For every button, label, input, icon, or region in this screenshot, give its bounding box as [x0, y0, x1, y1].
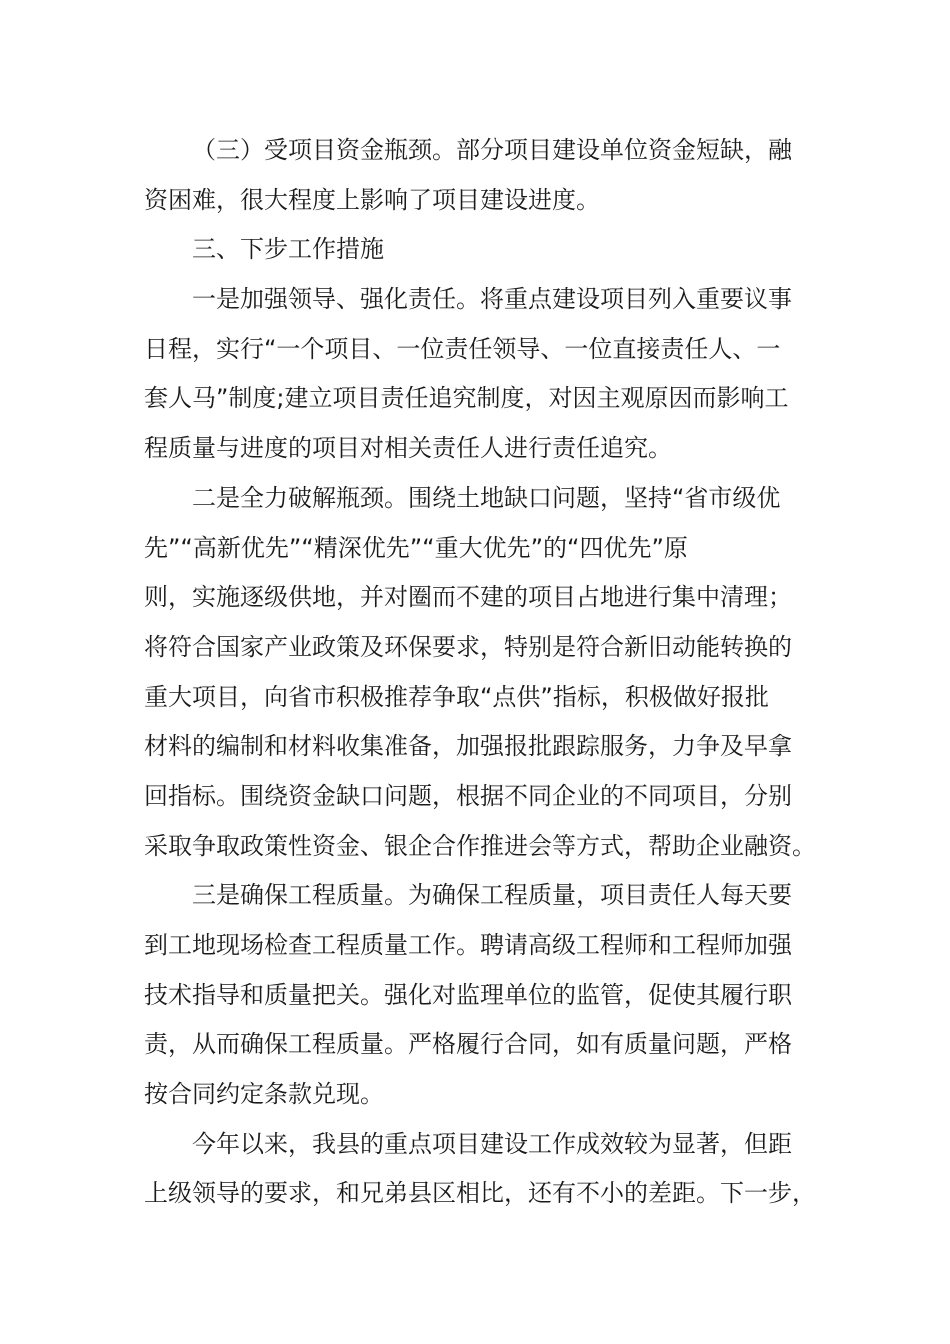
paragraph-line: 二是全力破解瓶颈。围绕土地缺口问题，坚持“省市级优 [192, 483, 781, 512]
paragraph-line: 材料的编制和材料收集准备，加强报批跟踪服务，力争及早拿 [144, 732, 792, 761]
paragraph-line: 日程，实行“一个项目、一位责任领导、一位直接责任人、一 [144, 334, 781, 363]
paragraph-line: 技术指导和质量把关。强化对监理单位的监管，促使其履行职 [144, 980, 792, 1009]
paragraph-line: 上级领导的要求，和兄弟县区相比，还有不小的差距。下一步， [144, 1179, 816, 1208]
paragraph-line: 资困难，很大程度上影响了项目建设进度。 [144, 185, 600, 214]
paragraph-line: 则，实施逐级供地，并对圈而不建的项目占地进行集中清理； [144, 583, 792, 612]
paragraph-line: 按合同约定条款兑现。 [144, 1080, 384, 1109]
paragraph-line: 采取争取政策性资金、银企合作推进会等方式，帮助企业融资。 [144, 831, 816, 860]
paragraph-line: 先”“高新优先”“精深优先”“重大优先”的“四优先”原 [144, 533, 688, 562]
paragraph-line: 将符合国家产业政策及环保要求，特别是符合新旧动能转换的 [144, 632, 792, 661]
paragraph-line: 程质量与进度的项目对相关责任人进行责任追究。 [144, 434, 672, 463]
paragraph-line: 回指标。围绕资金缺口问题，根据不同企业的不同项目，分别 [144, 781, 792, 810]
paragraph-line: 套人马”制度;建立项目责任追究制度，对因主观原因而影响工 [144, 384, 789, 413]
paragraph-line: 责，从而确保工程质量。严格履行合同，如有质量问题，严格 [144, 1030, 792, 1059]
paragraph-line: 三是确保工程质量。为确保工程质量，项目责任人每天要 [192, 881, 792, 910]
document-body [144, 126, 816, 1219]
paragraph-line: 一是加强领导、强化责任。将重点建设项目列入重要议事 [192, 285, 792, 314]
paragraph-line: （三）受项目资金瓶颈。部分项目建设单位资金短缺，融 [192, 136, 792, 164]
paragraph-line: 到工地现场检查工程质量工作。聘请高级工程师和工程师加强 [144, 931, 792, 959]
paragraph-line: 重大项目，向省市积极推荐争取“点供”指标，积极做好报批 [144, 682, 769, 711]
paragraph-line: 今年以来，我县的重点项目建设工作成效较为显著，但距 [192, 1129, 792, 1158]
section-heading: 三、下步工作措施 [192, 235, 384, 264]
